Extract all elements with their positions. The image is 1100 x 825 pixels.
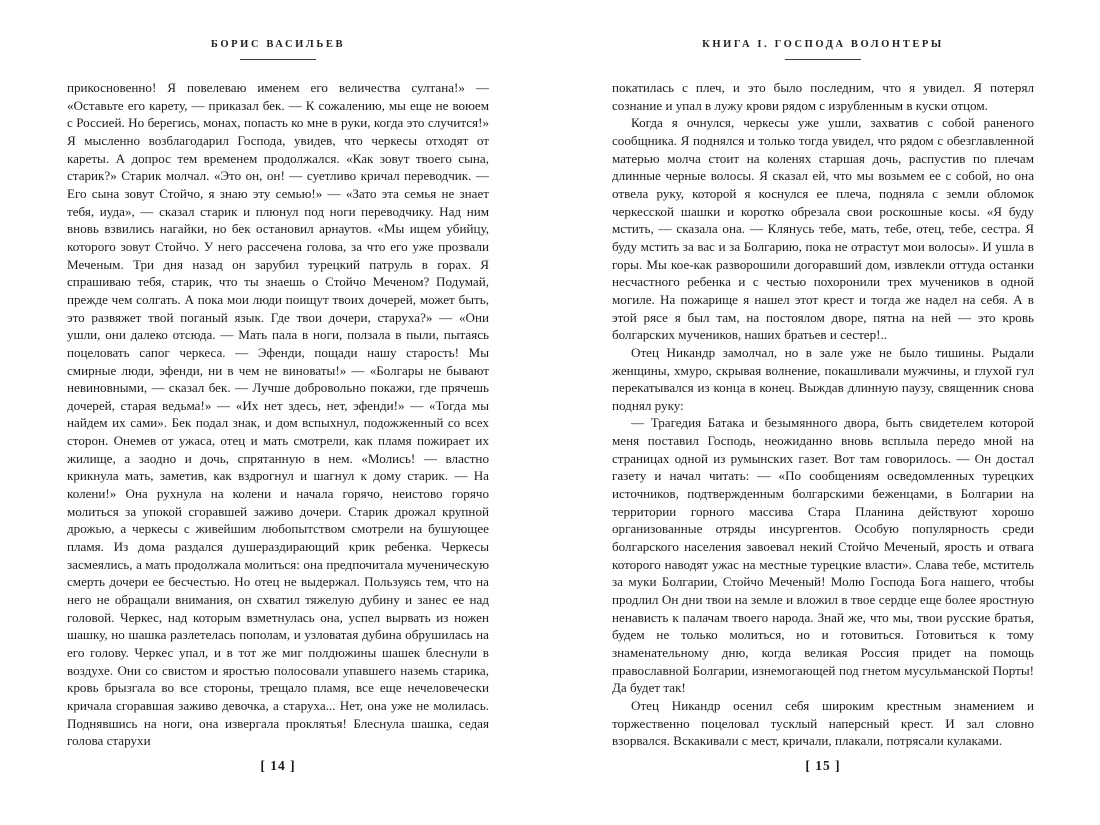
running-head-book-title: КНИГА I. ГОСПОДА ВОЛОНТЕРЫ [702, 39, 944, 50]
head-rule [240, 59, 316, 60]
left-page [67, 0, 489, 825]
right-page [612, 0, 1034, 825]
head-rule [785, 59, 861, 60]
paragraph: Отец Никандр осенил себя широким крестным знамением и торжественно поцеловал тусклый наперсный крест. И зал словно взорвался. Вскакивали с мест, кричали, плакали, потрясали кулаками. [612, 697, 1034, 749]
running-head-author: БОРИС ВАСИЛЬЕВ [210, 39, 346, 50]
paragraph: Отец Никандр замолчал, но в зале уже не было тишины. Рыдали женщины, хмуро, скрывая волнение, покашливали мужчины, и глухой гул перекатывался из конца в конец. Выждав длинную паузу, священник снова поднял руку: [612, 344, 1034, 413]
page-number: [ 15 ] [805, 758, 841, 773]
paragraph: Когда я очнулся, черкесы уже ушли, захватив с собой раненого сообщника. Я поднялся и только тогда увидел, что рядом с обезглавленной матерью молча стоит на коленях старшая дочь, распустив по плечам длинные черные волосы. Я сказал ей, что мы возьмем ее с собой, но она отвела руку, которой я коснулся ее плеча, подняла с земли обломок черкесской шашки и коротко обрезала свои роскошные косы. «Я буду мстить, — сказала она. — Клянусь тебе, мать, тебе, отец, тебе, сестра. Я буду мстить за вас и за Болгарию, пока не отрастут мои волосы». И ушла в горы. Мы кое-как разворошили догоравший дом, извлекли оттуда останки несчастного ребенка и с честью похоронили трех мучеников в одной могиле. На пожарище я нашел этот крест и тогда же надел на себя. А в этой рясе я был там, на постоялом дворе, пятна на ней — это кровь болгарских мучеников, наших братьев и сестер!.. [612, 115, 1034, 343]
paragraph: прикосновенно! Я повелеваю именем его величества султана!» — «Оставьте его карету, — приказал бек. — К сожалению, мы еще не воюем с Россией. Но берегись, монах, попасть ко мне в руки, когда это случится!» Я мысленно возблагодарил Господа, увидев, что черкесы отходят от кареты. А допрос тем временем продолжался. «Как зовут твоего сына, старик?» Старик молчал. «Это он, он! — суетливо кричал переводчик. — Его сына зовут Стойчо, я знаю эту семью!» — «Зато эта семья не знает тебя, иуда», — сказал старик и плюнул под ноги переводчику. Над ним вновь взвились нагайки, но бек остановил арнаутов. «Мы ищем убийцу, которого зовут Стойчо. У него рассечена голова, за что его уже прозвали Меченым. Три дня назад он зарубил турецкий патруль в горах. Я спрашиваю тебя, старик, что ты знаешь о Стойчо Меченом? Подумай, прежде чем солгать. А пока мои люди поищут твоих дочерей, может быть, это развяжет твой поганый язык. Где твои дочери, старуха?» — «Они ушли, они далеко отсюда. — Мать пала в ноги, ползала в пыли, пытаясь поцеловать сапог черкеса. — Эфенди, пощади нашу старость! Мы смирные люди, эфенди, ни в чем не виноваты!» — «Болгары не бывают невиновными, — сказал бек. — Лучше добровольно покажи, где прячешь дочерей, старая ведьма!» — «Их нет здесь, нет, эфенди!» — «Тогда мы найдем их сами». Бек подал знак, и дом вспыхнул, подожженный со всех сторон. Онемев от ужаса, отец и мать смотрели, как пламя пожирает их жилище, а заодно и дочь, спрятанную в нем. «Молись! — властно крикнула мать, заметив, как вздрогнул и шагнул к дому старик. — На колени!» Она рухнула на колени и начала горячо, неистово горячо молиться за упокой сгоравшей заживо дочери. Старик дрожал крупной дрожью, а черкесы с живейшим любопытством смотрели на бушующее пламя. Из дома раздался душераздирающий крик ребенка. Черкесы засмеялись, а мать продолжала молиться: она предпочитала мученическую смерть дочери ее бесчестью. Но отец не выдержал. Пользуясь тем, что на него не обращали внимания, он схватил тяжелую дубину и занес ее над головой. Черкес, над которым взметнулась она, успел вырвать из ножен шашку, но шашка разлетелась пополам, и узловатая дубина обрушилась на его голову. Черкес упал, и в тот же миг полдюжины шашек блеснули в воздухе. Они со свистом и яростью полосовали упавшего наземь старика, кровь брызгала во все стороны, трещало пламя, все еще нечеловечески кричала сгоравшая заживо девочка, а старуха... Нет, она уже не молилась. Поднявшись на ноги, она извергала проклятья! Блеснула шашка, седая голова старухи [67, 80, 489, 749]
page-number: [ 14 ] [260, 758, 296, 773]
paragraph: покатилась с плеч, и это было последним, что я увидел. Я потерял сознание и упал в лужу крови рядом с изрубленным в куски отцом. [612, 80, 1034, 113]
right-page-body [612, 79, 1034, 750]
paragraph: — Трагедия Батака и безымянного двора, быть свидетелем которой меня поставил Господь, неожиданно вновь всплыла передо мной на страницах одной из румынских газет. Вот там говорилось. — Он достал газету и начал читать: — «По сообщениям осведомленных турецких источников, подтвержденным болгарскими беженцами, в Болгарии на территории горного массива Стара Планина действуют хорошо организованные отряды инсургентов. Особую популярность среди болгарского населения завоевал некий Стойчо Меченый, ярость и отвага которого наводят ужас на местные турецкие власти». Слава тебе, мститель за муки Болгарии, Стойчо Меченый! Молю Господа Бога нашего, чтобы продлил Он дни твои на земле и вложил в твое сердце еще более яростную ненависть к палачам твоего народа. Знай же, что мы, твои русские братья, будем не только молиться, но и готовиться. Готовиться к тому знаменательному дню, когда великая Россия придет на помощь православной Болгарии, изнемогающей под гнетом мусульманской Порты! Да будет так! [612, 415, 1034, 696]
left-page-body [67, 79, 489, 750]
